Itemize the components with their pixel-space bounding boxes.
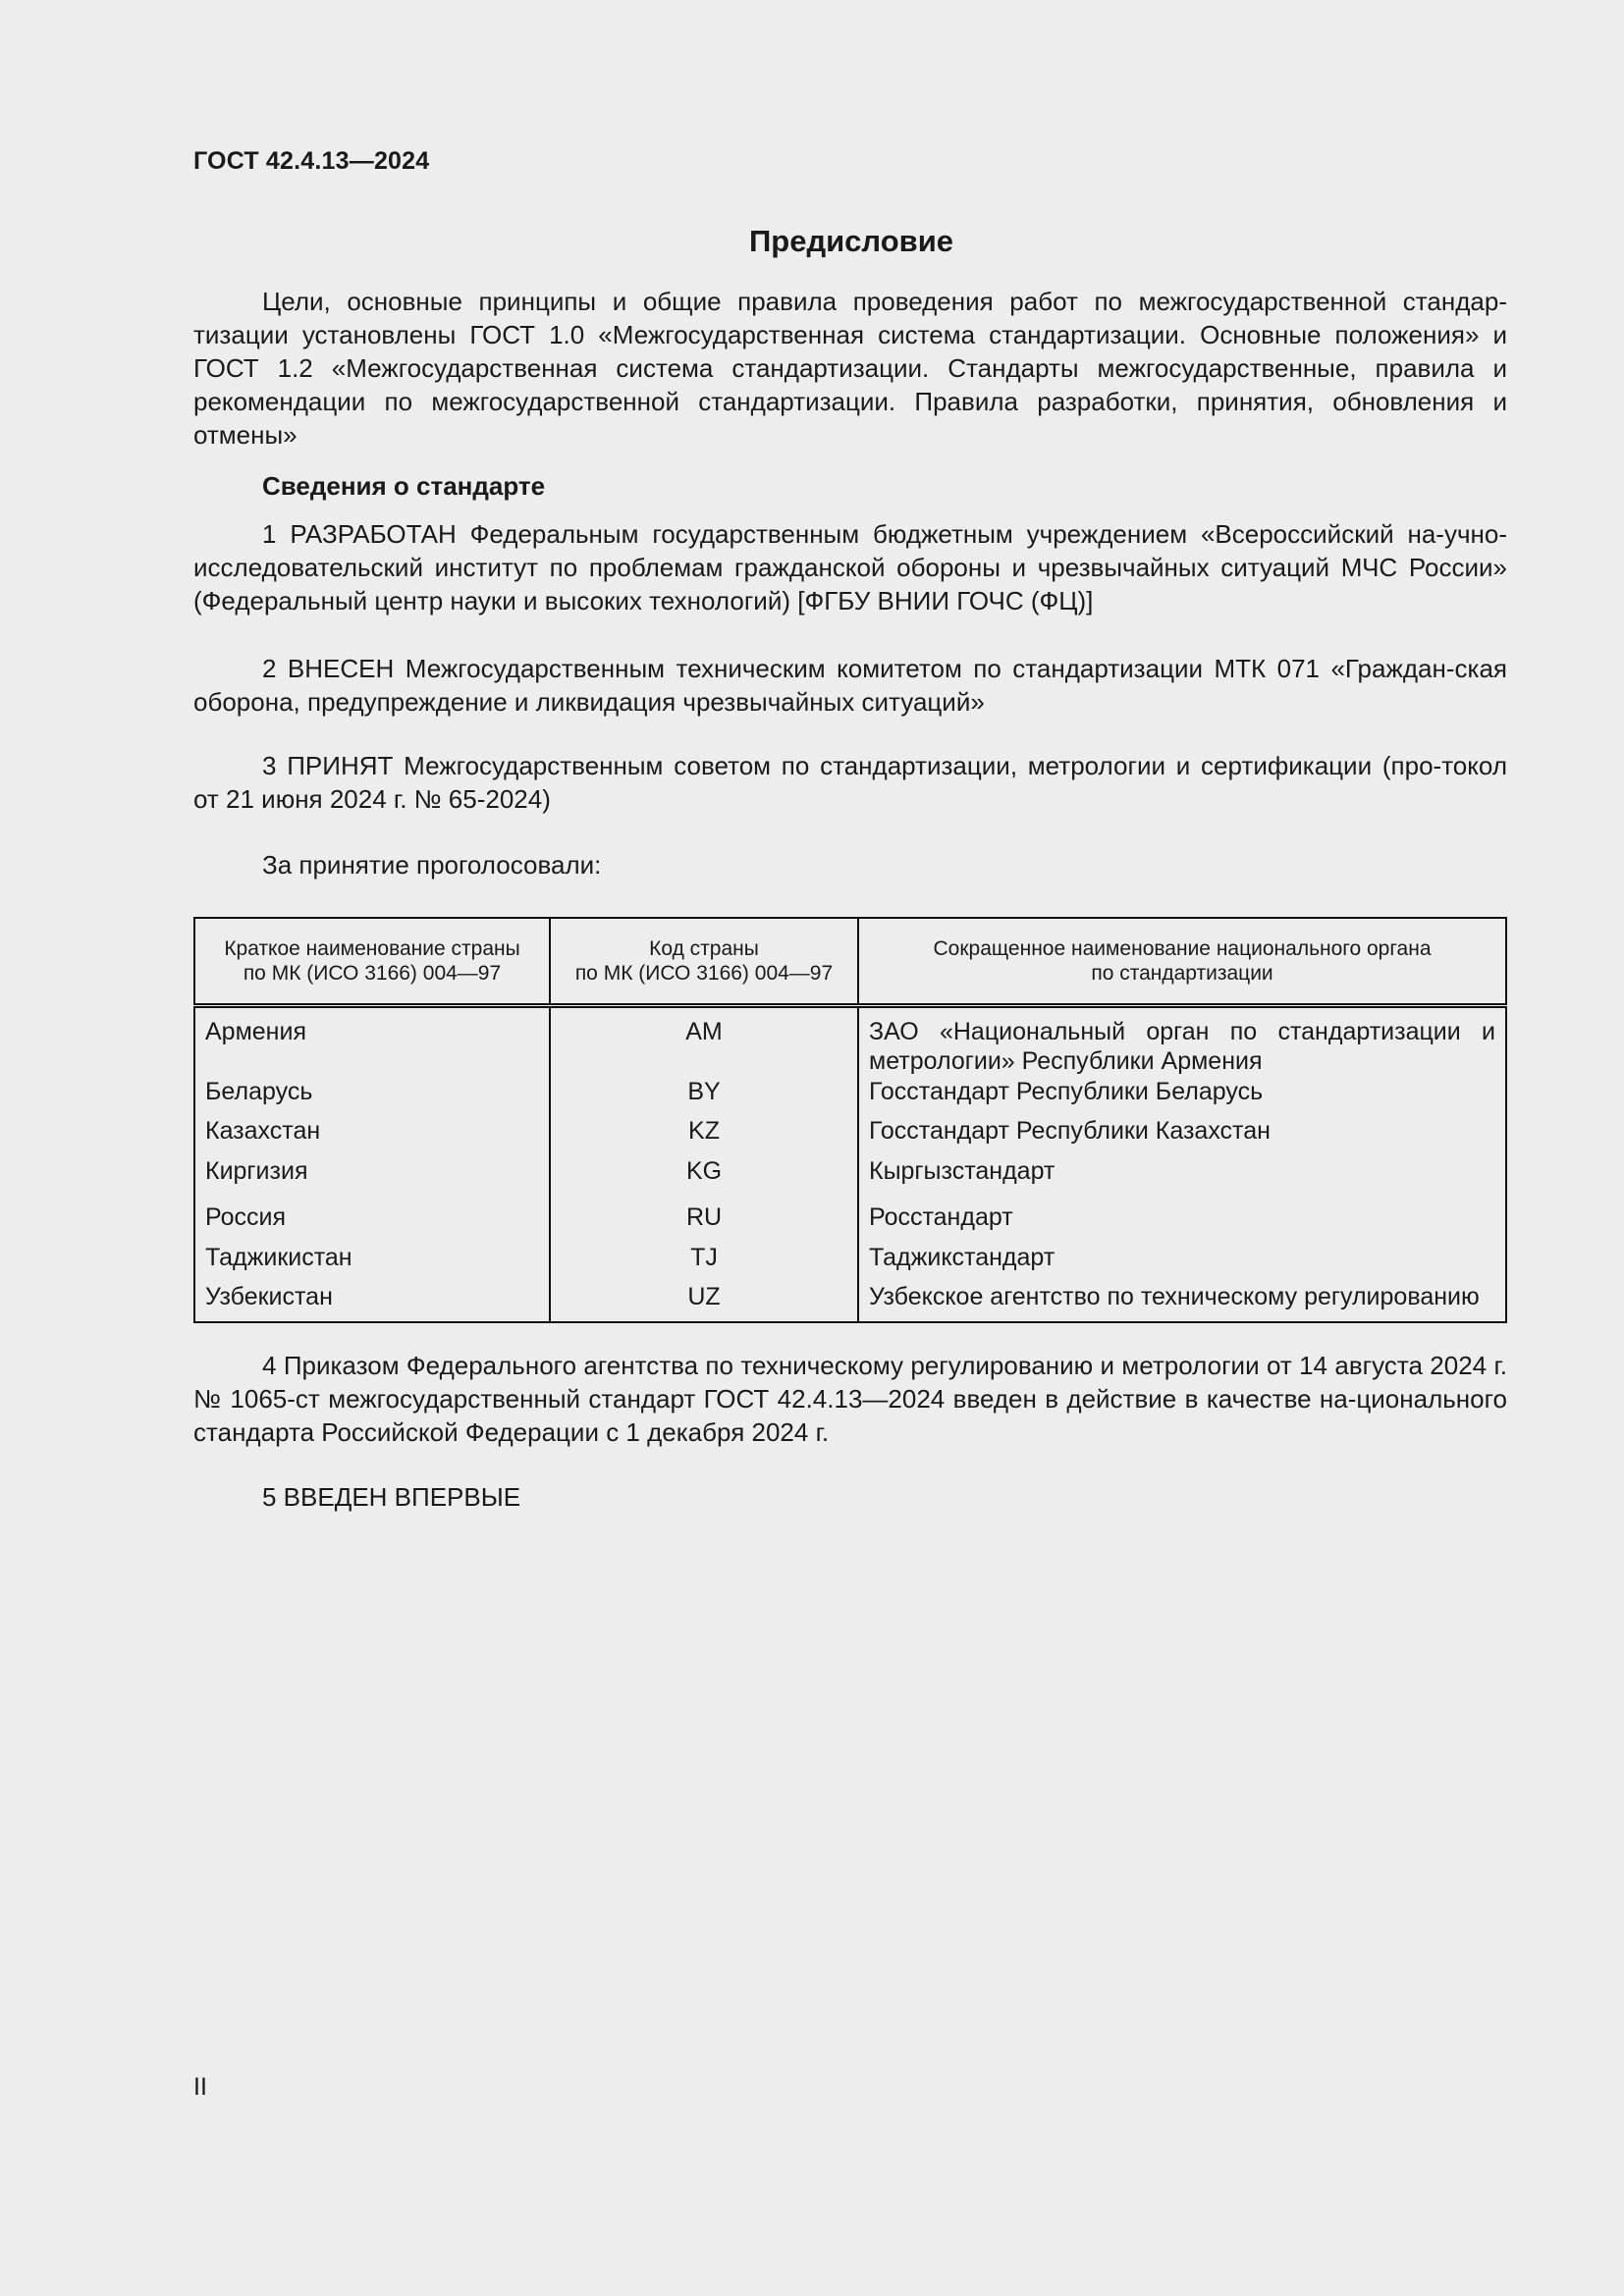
table-row: [194, 1077, 1506, 1116]
item-developed-paragraph: 1 РАЗРАБОТАН Федеральным государственным бюджетным учреждением «Всероссийский на-учно-исследовательский институт по проблемам гражданской обороны и чрезвычайных ситуаций МЧС России» (Федеральный центр науки и высоких технологий) [ФГБУ ВНИИ ГОЧС (ФЦ)]: [193, 519, 1507, 615]
table-row: [194, 1282, 1506, 1322]
header-body-line2: по стандартизации: [1091, 962, 1273, 985]
standards-body-cell: Узбекское агентство по техническому регулированию: [869, 1283, 1480, 1310]
header-code-line2: по МК (ИСО 3166) 004—97: [574, 962, 834, 985]
code-cell: KZ: [550, 1116, 858, 1156]
standards-body-cell: ЗАО «Национальный орган по стандартизации и метрологии» Республики Армения: [869, 1018, 1495, 1075]
standards-body-cell: Госстандарт Республики Беларусь: [869, 1078, 1264, 1105]
preface-title: Предисловие: [748, 224, 953, 258]
standards-body-cell: Таджикстандарт: [869, 1244, 1056, 1271]
document-code-header: ГОСТ 42.4.13—2024: [193, 147, 430, 175]
table-header-country: [194, 918, 550, 1006]
votes-intro-text: За принятие проголосовали:: [262, 850, 602, 880]
preface-intro-paragraph: Цели, основные принципы и общие правила проведения работ по межгосударственной стандар-тизации установлены ГОСТ 1.0 «Межгосударственная система стандартизации. Основные положения» и ГОСТ 1.2 «Межгосударственная система стандартизации. Стандарты межгосударственные, правила и рекомендации по межгосударственной стандартизации. Правила разработки, принятия, обновления и отмены»: [193, 287, 1507, 450]
item-adopted-paragraph: 3 ПРИНЯТ Межгосударственным советом по стандартизации, метрологии и сертификации (про-токол от 21 июня 2024 г. № 65-2024): [193, 751, 1507, 814]
item-introduced-paragraph: 5 ВВЕДЕН ВПЕРВЫЕ: [262, 1482, 521, 1512]
code-cell: TJ: [550, 1243, 858, 1282]
standards-body-cell: Кыргызстандарт: [869, 1157, 1056, 1185]
table-header-body: [858, 918, 1506, 1006]
table-header-row: [194, 918, 1506, 1006]
table-row: [194, 1156, 1506, 1202]
code-cell: AM: [550, 1006, 858, 1078]
table-header-code: [550, 918, 858, 1006]
country-cell: Таджикистан: [194, 1243, 550, 1282]
country-cell: Армения: [194, 1006, 550, 1078]
page-number: II: [193, 2073, 207, 2101]
code-cell: BY: [550, 1077, 858, 1116]
country-cell: Беларусь: [194, 1077, 550, 1116]
standards-body-cell: Росстандарт: [869, 1203, 1013, 1231]
standards-body-cell: Госстандарт Республики Казахстан: [869, 1117, 1271, 1145]
table-row: [194, 1116, 1506, 1156]
header-body-line1: Сокращенное наименование национального органа: [933, 937, 1432, 960]
code-cell: KG: [550, 1156, 858, 1202]
voting-countries-table: [193, 917, 1507, 1323]
code-cell: UZ: [550, 1282, 858, 1322]
item-submitted-paragraph: 2 ВНЕСЕН Межгосударственным техническим комитетом по стандартизации МТК 071 «Граждан-ская оборона, предупреждение и ликвидация чрезвычайных ситуаций»: [193, 654, 1507, 717]
header-code-line1: Код страны: [649, 937, 759, 960]
country-cell: Россия: [194, 1202, 550, 1243]
code-cell: RU: [550, 1202, 858, 1243]
header-country-line1: Краткое наименование страны: [224, 937, 520, 960]
item-order-paragraph: 4 Приказом Федерального агентства по техническому регулированию и метрологии от 14 августа 2024 г. № 1065-ст межгосударственный стандарт ГОСТ 42.4.13—2024 введен в действие в качестве на-ционального стандарта Российской Федерации с 1 декабря 2024 г.: [193, 1351, 1507, 1447]
table-row: [194, 1243, 1506, 1282]
country-cell: Узбекистан: [194, 1282, 550, 1322]
table-row: [194, 1202, 1506, 1243]
country-cell: Киргизия: [194, 1156, 550, 1202]
header-country-line2: по МК (ИСО 3166) 004—97: [243, 962, 502, 985]
standard-info-subheading: Сведения о стандарте: [262, 471, 546, 501]
table-row: [194, 1006, 1506, 1078]
country-cell: Казахстан: [194, 1116, 550, 1156]
